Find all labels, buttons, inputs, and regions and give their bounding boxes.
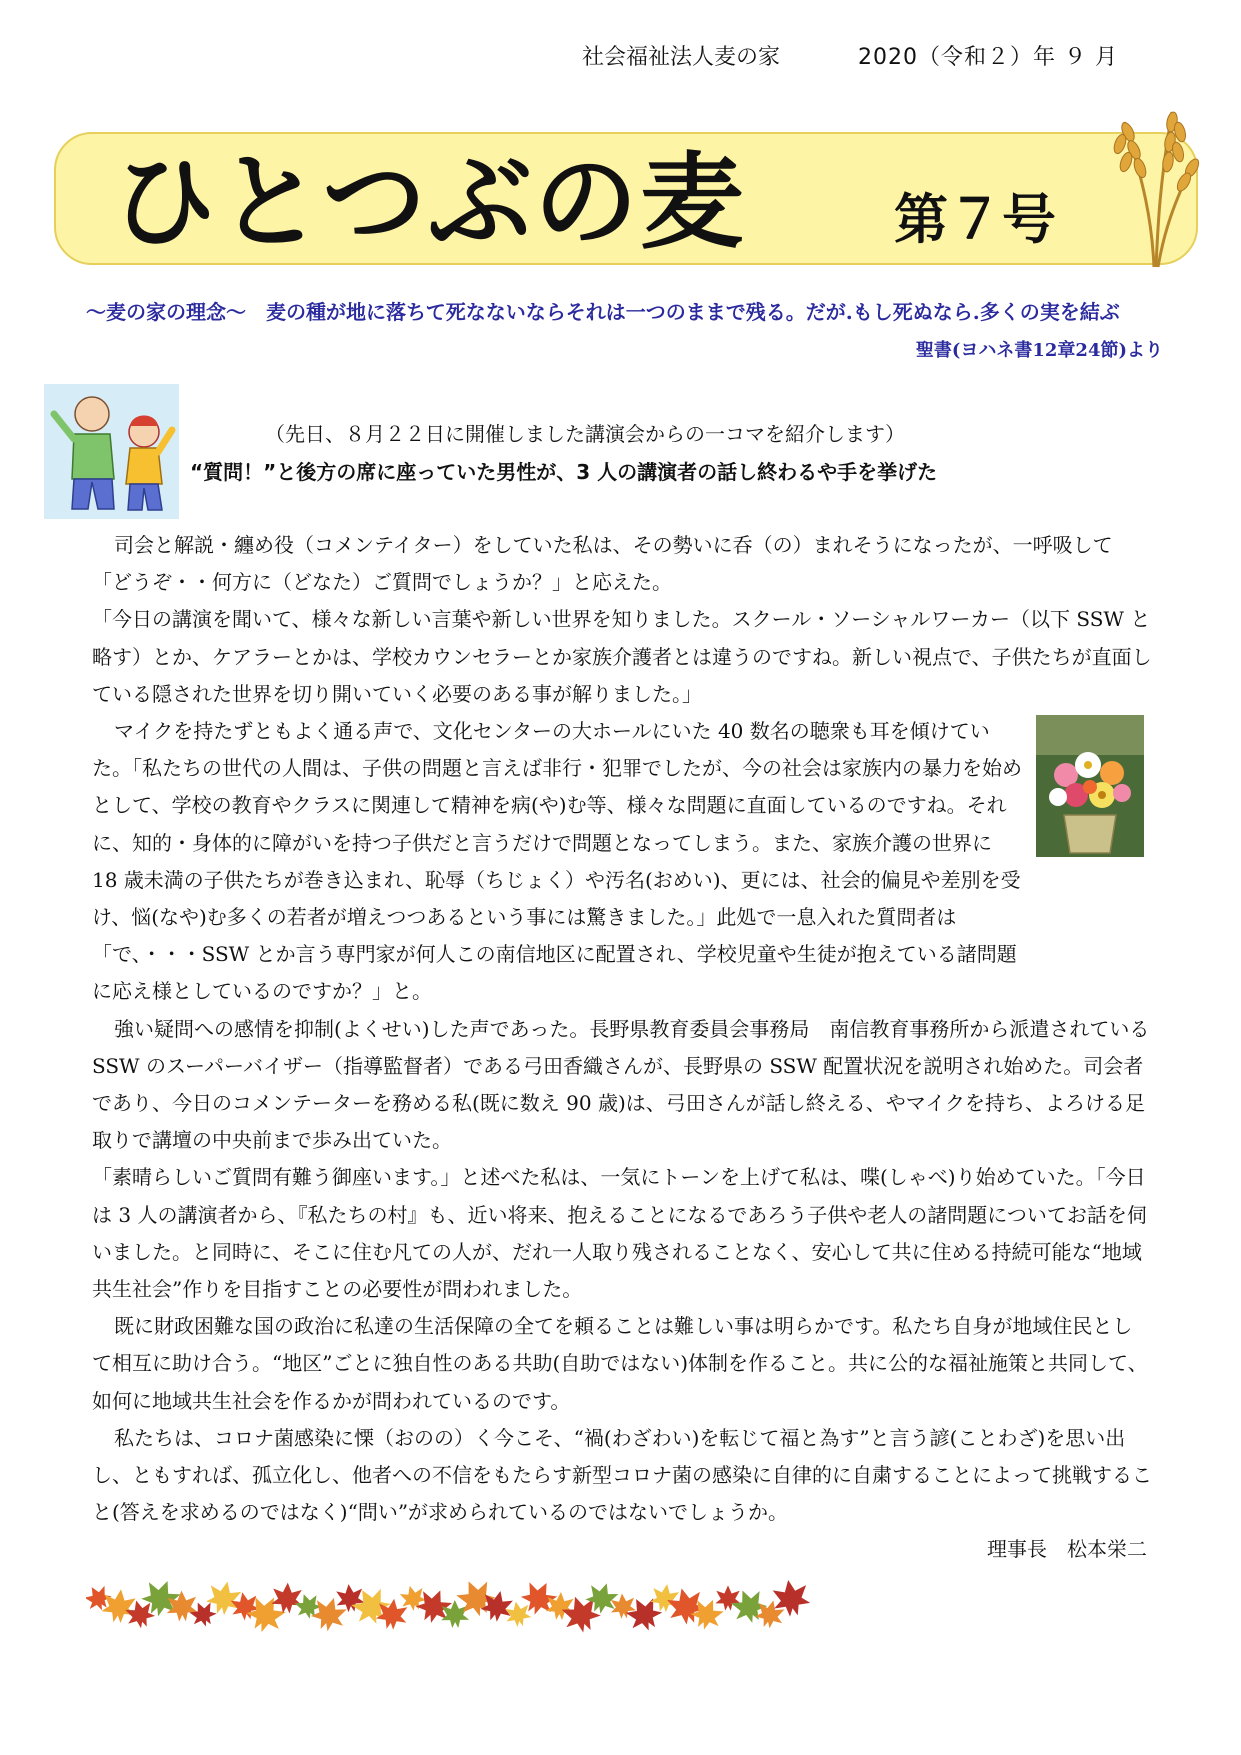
header-organization: 社会福祉法人麦の家 — [582, 45, 781, 70]
philosophy-motto: ～麦の家の理念～ 麦の種が地に落ちて死なないならそれは一つのままで残る。だが.もし死ぬなら.多くの実を結ぶ — [86, 300, 1120, 324]
autumn-leaves-decoration — [86, 1576, 814, 1636]
flower-bouquet-photo — [1036, 715, 1144, 857]
paragraph: 私たちは、コロナ菌感染に慄（おのの）く今こそ、“禍(わざわい)を転じて福と為す”と言う諺(ことわざ)を思い出し、ともすれば、孤立化し、他者への不信をもたらす新型コロナ菌の感染に自律的に自粛することによって挑戦すること(答えを求めるのではなく)“問い”が求められているのではないでしょうか。 — [92, 1425, 1152, 1525]
article-headline: “質問！”と後方の席に座っていた男性が、3 人の講演者の話し終わるや手を挙げた — [190, 460, 938, 484]
children-illustration — [44, 384, 179, 519]
paragraph: 司会と解説・纏め役（コメンテイター）をしていた私は、その勢いに呑（の）まれそうになったが、一呼吸して「どうぞ・・何方に（どなた）ご質問でしょうか？」と応えた。 — [92, 533, 1113, 595]
maple-leaf-icon — [271, 1582, 303, 1614]
header-date: 2020（令和２）年 ９ 月 — [858, 45, 1118, 70]
paragraph: マイクを持たずともよく通る声で、文化センターの大ホールにいた 40 数名の聴衆も耳を傾けていた。「私たちの世代の人間は、子供の問題と言えば非行・犯罪でしたが、今の社会は家族内の暴力を始めとして、学校の教育やクラスに関連して精神を病(や)む等、様々な問題に直面しているのですね。それに、知的・身体的に障がいを持つ子供だと言うだけで問題となってしまう。また、家族介護の世界に 18 歳未満の子供たちが巻き込まれ、恥辱（ちじょく）や汚名(おめい)、更には、社会的偏見や差別を受け、悩(なや)む多くの若者が増えつつあるという事には驚きました。」此処で一息入れた質問者は「で、・・・SSW とか言う専門家が何人この南信地区に配置され、学校児童や生徒が抱えている諸問題に応え様としているのですか？」と。 — [92, 719, 1022, 1004]
intro-line: （先日、８月２２日に開催しました講演会からの一コマを紹介します） — [265, 422, 905, 446]
issue-number: 第７号 — [894, 188, 1056, 251]
signature: 理事長 松本栄二 — [987, 1537, 1147, 1561]
newsletter-title: ひとつぶの麦 — [112, 141, 746, 263]
article-body — [92, 527, 1152, 1531]
paragraph: 強い疑問への感情を抑制(よくせい)した声であった。長野県教育委員会事務局 南信教育事務所から派遣されている SSW のスーパーバイザー（指導監督者）である弓田香織さんが、長野県の SSW 配置状況を説明され始めた。司会者であり、今日のコメンテーターを務める私(既に数え 90 歳)は、弓田さんが話し終える、やマイクを持ち、よろける足取りで講壇の中央前まで歩み出ていた。 — [92, 1016, 1150, 1153]
paragraph: 既に財政困難な国の政治に私達の生活保障の全てを頼ることは難しい事は明らかです。私たち自身が地域住民として相互に助け合う。“地区”ごとに独自性のある共助(自助ではない)体制を作ること。共に公的な福祉施策と共同して、如何に地域共生社会を作るかが問われているのです。 — [92, 1314, 1148, 1413]
paragraph: 「今日の講演を聞いて、様々な新しい言葉や新しい世界を知りました。スクール・ソーシャルワーカー（以下 SSW と略す）とか、ケアラーとかは、学校カウンセラーとか家族介護者とは違うのですね。新しい視点で、子供たちが直面している隠された世界を切り開いていく必要のある事が解りました。」 — [92, 607, 1152, 706]
wheat-illustration — [1094, 102, 1204, 268]
paragraph: 「素晴らしいご質問有難う御座います。」と述べた私は、一気にトーンを上げて私は、喋(しゃべ)り始めていた。「今日は 3 人の講演者から、『私たちの村』も、近い将来、抱えることになるであろう子供や老人の諸問題についてお話を伺いました。と同時に、そこに住む凡ての人が、だれ一人取り残されることなく、安心して共に住める持続可能な“地域共生社会”作りを目指すことの必要性が問われました。 — [92, 1165, 1147, 1302]
motto-source: 聖書(ヨハネ書12章24節)より — [915, 340, 1163, 361]
